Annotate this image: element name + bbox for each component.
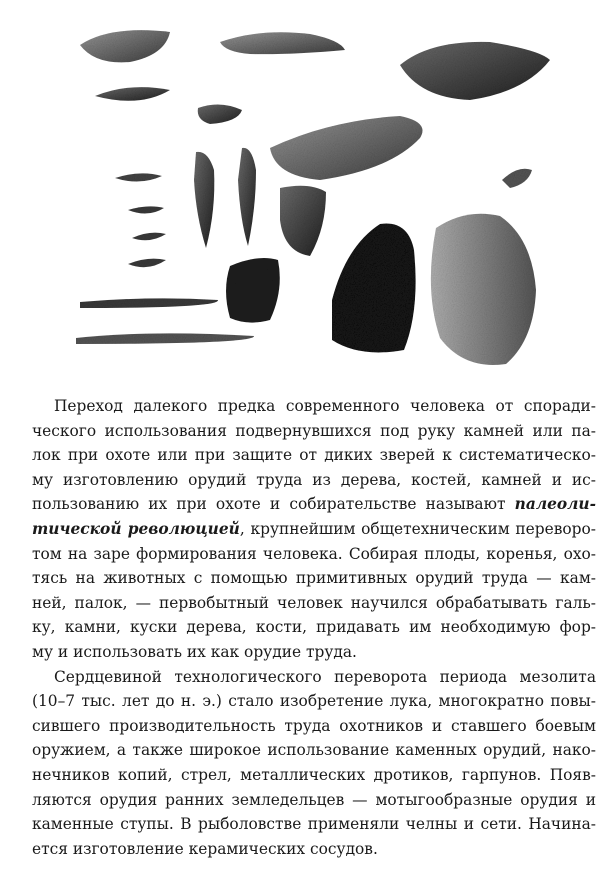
stone-tools-image	[70, 20, 560, 372]
text-segment: , крупнейшим общетехническим переворо-	[239, 519, 596, 538]
text-line	[32, 394, 596, 419]
text-line	[32, 689, 596, 714]
axe-head	[332, 224, 416, 353]
text-segment: лок при охоте или при защите от диких зверей к систематическо-	[32, 446, 596, 465]
text-segment: ется изготовление керамических сосудов.	[32, 839, 378, 858]
text-line	[32, 591, 596, 616]
long-blade	[80, 298, 218, 308]
text-line	[32, 640, 596, 665]
text-segment: сившего производительность труда охотников и ставшего боевым	[32, 716, 596, 735]
large-handaxe-2	[431, 214, 536, 365]
stone-tools-illustration	[70, 20, 560, 372]
text-segment: нечников копий, стрел, металлических дротиков, гарпунов. Появ-	[32, 765, 596, 784]
text-segment: том на заре формирования человека. Собирая плоды, коренья, охо-	[32, 544, 596, 563]
text-segment: Сердцевиной технологического переворота периода мезолита	[54, 667, 596, 686]
text-segment: ку, камни, куски дерева, кости, придавать им необходимую фор-	[32, 618, 596, 637]
text-segment: тясь на животных с помощью примитивных орудий труда — кам-	[32, 569, 596, 588]
text-segment: (10–7 тыс. лет до н. э.) стало изобретение лука, многократно повы-	[32, 692, 596, 711]
text-segment: му и использовать их как орудие труда.	[32, 642, 357, 661]
text-line	[32, 468, 596, 493]
text-line	[32, 665, 596, 690]
microlith-3	[132, 233, 166, 241]
text-line	[32, 566, 596, 591]
text-line	[32, 738, 596, 763]
scraper-tool	[220, 32, 345, 54]
paragraph-paleolithic	[32, 394, 596, 665]
small-block	[198, 104, 242, 124]
text-segment: ческого использования подвернувшихся под руку камней или па-	[32, 421, 596, 440]
body-text	[32, 394, 596, 861]
text-line	[32, 443, 596, 468]
text-line	[32, 517, 596, 542]
long-blade-2	[76, 333, 254, 344]
text-line	[32, 837, 596, 862]
core-stone	[226, 258, 280, 323]
narrow-blade-2	[238, 148, 256, 246]
text-line	[32, 714, 596, 739]
text-segment: каменные ступы. В рыболовстве применяли челны и сети. Начина-	[32, 815, 596, 834]
chopper-tool	[80, 30, 170, 62]
microlith-4	[128, 259, 166, 268]
text-segment: Переход далекого предка современного человека от споради-	[54, 397, 596, 415]
microlith-1	[115, 173, 162, 181]
leaf-point	[95, 87, 170, 101]
text-line	[32, 492, 596, 517]
large-handaxe	[400, 42, 550, 100]
text-segment: оружием, а также широкое использование каменных орудий, нако-	[32, 741, 596, 760]
text-line	[32, 763, 596, 788]
text-line	[32, 542, 596, 567]
small-flake	[502, 169, 532, 188]
text-segment: ляются орудия ранних земледельцев — мотыгообразные орудия и	[32, 790, 596, 809]
text-segment: пользованию их при охоте и собирательстве называют	[32, 495, 515, 514]
text-line	[32, 419, 596, 444]
paragraph-mesolithic	[32, 665, 596, 862]
text-segment: му изготовлению орудий труда из дерева, костей, камней и ис-	[32, 470, 596, 489]
text-line	[32, 812, 596, 837]
text-segment: ней, палок, — первобытный человек научился обрабатывать галь-	[32, 593, 596, 612]
knife	[280, 186, 326, 256]
text-line	[32, 788, 596, 813]
microlith-2	[128, 206, 164, 213]
term-emphasis: тической революцией	[32, 519, 240, 538]
term-emphasis: палеоли-	[514, 495, 596, 514]
text-line	[32, 615, 596, 640]
flat-scraper	[270, 116, 423, 180]
narrow-blade	[194, 152, 214, 248]
